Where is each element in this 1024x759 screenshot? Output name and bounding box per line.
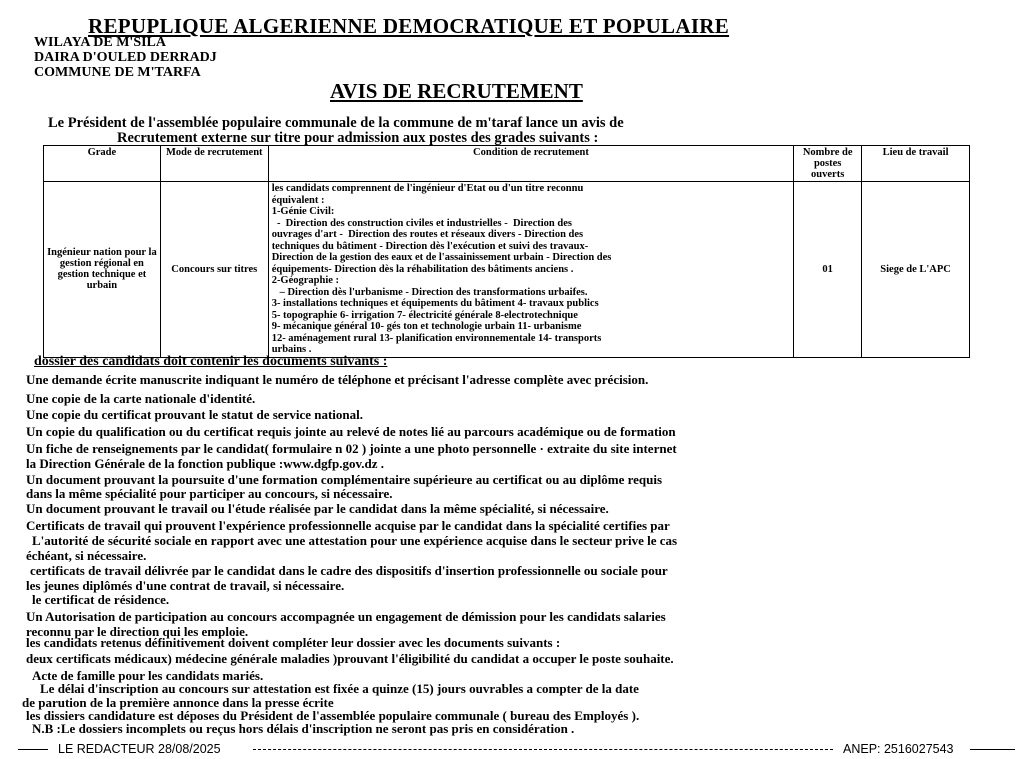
footer-rule-right: [970, 749, 1015, 750]
recruitment-table: [43, 145, 970, 358]
dossier-line: les jeunes diplômés d'une contrat de travail, si nécessaire.: [26, 578, 345, 593]
dossier-line: certificats de travail délivrée par le candidat dans le cadre des dispositifs d'insertion professionnelle ou sociale pour: [30, 563, 668, 578]
dossier-line: Une demande écrite manuscrite indiquant le numéro de téléphone et précisant l'adresse complète avec précision.: [26, 372, 649, 387]
intro-line-1: Le Président de l'assemblée populaire communale de la commune de m'taraf lance un avis de: [48, 115, 624, 131]
footer-rule-middle: [253, 749, 833, 750]
dossier-line: Acte de famille pour les candidats mariés.: [32, 668, 264, 683]
cell-postes: 01: [794, 182, 862, 358]
cell-mode: Concours sur titres: [160, 182, 268, 358]
dossier-line: Un Autorisation de participation au concours accompagnée un engagement de démission pour les candidats salaries: [26, 609, 666, 624]
dossier-line: deux certificats médicaux) médecine générale maladies )prouvant l'éligibilité du candidat a occuper le poste souhaite.: [26, 651, 674, 666]
dossier-line: Une copie de la carte nationale d'identité.: [26, 391, 256, 406]
dossier-line: Un document prouvant la poursuite d'une formation complémentaire supérieure au certificat ou au diplôme requis: [26, 472, 663, 487]
table-row: [44, 182, 970, 358]
dossier-line: échéant, si nécessaire.: [26, 548, 147, 563]
condition-line: 3- installations techniques et équipements du bâtiment 4- travaux publics: [271, 298, 599, 309]
condition-line: 1-Génie Civil:: [271, 206, 335, 217]
dossier-line: Un copie du qualification ou du certificat requis jointe au relevé de notes lié au parcours académique ou de formation: [26, 424, 676, 439]
dossier-line: de parution de la première annonce dans la presse écrite: [22, 695, 334, 710]
dossier-line: Un fiche de renseignements par le candidat( formulaire n 02 ) jointe a une photo personnelle · extraite du site internet: [26, 441, 677, 456]
header-condition: Condition de recrutement: [268, 146, 794, 182]
dossier-line: Le délai d'inscription au concours sur attestation est fixée a quinze (15) jours ouvrables a compter de la date: [40, 681, 639, 696]
dossier-line: la Direction Générale de la fonction publique :www.dgfp.gov.dz .: [26, 456, 384, 471]
header-postes: Nombre de postes ouverts: [794, 146, 862, 182]
condition-line: Direction de la gestion des eaux et de l'assainissement urbain - Direction des: [271, 252, 612, 263]
table-header-row: [44, 146, 970, 182]
condition-line: ouvrages d'art - Direction des routes et réseaux divers - Direction des: [271, 229, 584, 240]
condition-line: 5- topographie 6- irrigation 7- électricité générale 8-electrotechnique: [271, 309, 578, 321]
dossier-line: Un document prouvant le travail ou l'étude réalisée par le candidat dans la même spécialité, si nécessaire.: [26, 501, 609, 516]
dossier-line: Une copie du certificat prouvant le statut de service national.: [26, 407, 363, 422]
dossier-line: reconnu par le direction qui les emploie.: [26, 624, 249, 639]
header-mode: Mode de recrutement: [160, 146, 268, 182]
cell-lieu: Siege de L'APC: [862, 182, 970, 358]
footer-rule-left: [18, 749, 48, 750]
dossier-line: L'autorité de sécurité sociale en rapport avec une attestation pour une expérience acquise dans le secteur prive le cas: [32, 533, 678, 548]
condition-line: les candidats comprennent de l'ingénieur d'Etat ou d'un titre reconnu: [271, 183, 584, 194]
condition-line: équipements- Direction dès la réhabilitation des bâtiments anciens .: [271, 263, 574, 275]
document-title: REPUPLIQUE ALGERIENNE DEMOCRATIQUE ET POPULAIRE: [88, 14, 730, 38]
condition-line: 9- mécanique général 10- gés ton et technologie urbain 11- urbanisme: [271, 321, 582, 332]
dossier-line: les dissiers candidature est déposes du Président de l'assemblée populaire communale ( bureau des Employés ).: [26, 708, 640, 723]
condition-line: 12- aménagement rural 13- planification environnementale 14- transports: [271, 332, 602, 344]
daira-label: DAIRA D'OULED DERRADJ: [34, 50, 217, 65]
dossier-line: N.B :Le dossiers incomplets ou reçus hors délais d'inscription ne seront pas pris en considération .: [32, 721, 575, 736]
intro-line-2: Recrutement externe sur titre pour admission aux postes des grades suivants :: [117, 130, 599, 146]
notice-title: AVIS DE RECRUTEMENT: [330, 79, 583, 103]
condition-line: techniques du bâtiment - Direction dès l'exécution et suivi des travaux-: [271, 240, 589, 252]
commune-label: COMMUNE DE M'TARFA: [34, 65, 201, 80]
cell-grade: Ingénieur nation pour la gestion régional en gestion technique et urbain: [44, 182, 161, 358]
header-lieu: Lieu de travail: [862, 146, 970, 182]
redacteur-label: LE REDACTEUR 28/08/2025: [58, 742, 221, 756]
dossier-line: Certificats de travail qui prouvent l'expérience professionnelle acquise par le candidat dans la spécialité certifies par: [26, 518, 670, 533]
cell-condition: [268, 182, 794, 358]
dossier-line: dans la même spécialité pour participer au concours, si nécessaire.: [26, 486, 393, 501]
condition-line: équivalent :: [271, 194, 325, 206]
condition-line: – Direction dès l'urbanisme - Direction des transformations urbaifes.: [271, 286, 588, 298]
condition-line: urbains .: [271, 344, 312, 355]
dossier-line: les candidats retenus définitivement doivent compléter leur dossier avec les documents suivants :: [26, 635, 561, 650]
wilaya-label: WILAYA DE M'SILA: [34, 35, 167, 50]
dossier-heading: dossier des candidats doit contenir les documents suivants :: [34, 354, 388, 369]
condition-line: - Direction des construction civiles et industrielles - Direction des: [271, 217, 572, 229]
header-grade: Grade: [44, 146, 161, 182]
dossier-line: le certificat de résidence.: [32, 592, 170, 607]
anep-label: ANEP: 2516027543: [843, 742, 954, 756]
condition-line: 2-Géographie :: [271, 275, 340, 286]
